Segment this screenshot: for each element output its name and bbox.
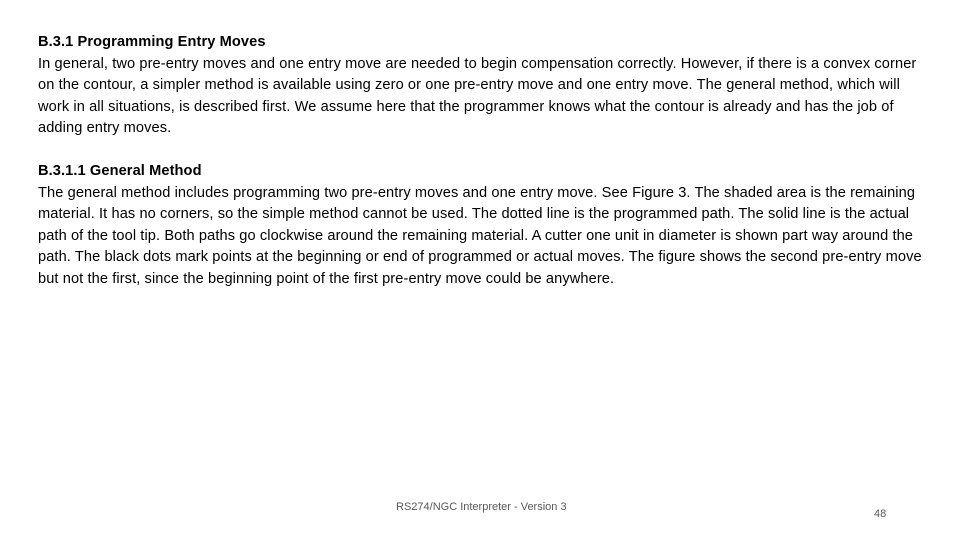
footer-title: RS274/NGC Interpreter - Version 3 <box>396 501 567 513</box>
section-heading: B.3.1 Programming Entry Moves <box>38 34 266 50</box>
page-number: 48 <box>874 508 887 520</box>
section-paragraph: The general method includes programming two pre-entry moves and one entry move. See Figure 3. The shaded area is the remaining material. It has no corners, so the simple method cannot be used. The dotted line is the programmed path. The solid line is the actual path of the tool tip. Both paths go clockwise around the remaining material. A cutter one unit in diameter is shown part way around the path. The black dots mark points at the beginning or end of programmed or actual moves. The figure shows the second pre-entry move but not the first, since the beginning point of the first pre-entry move could be anywhere. <box>38 184 922 287</box>
section-paragraph: In general, two pre-entry moves and one entry move are needed to begin compensation correctly. However, if there is a convex corner on the contour, a simpler method is available using zero or one pre-entry move and one entry move. The general method, which will work in all situations, is described first. We assume here that the programmer knows what the contour is already and has the job of adding entry moves. <box>38 55 917 137</box>
section-programming-entry-moves <box>38 32 928 140</box>
section-heading: B.3.1.1 General Method <box>38 163 202 179</box>
section-general-method <box>38 161 928 291</box>
